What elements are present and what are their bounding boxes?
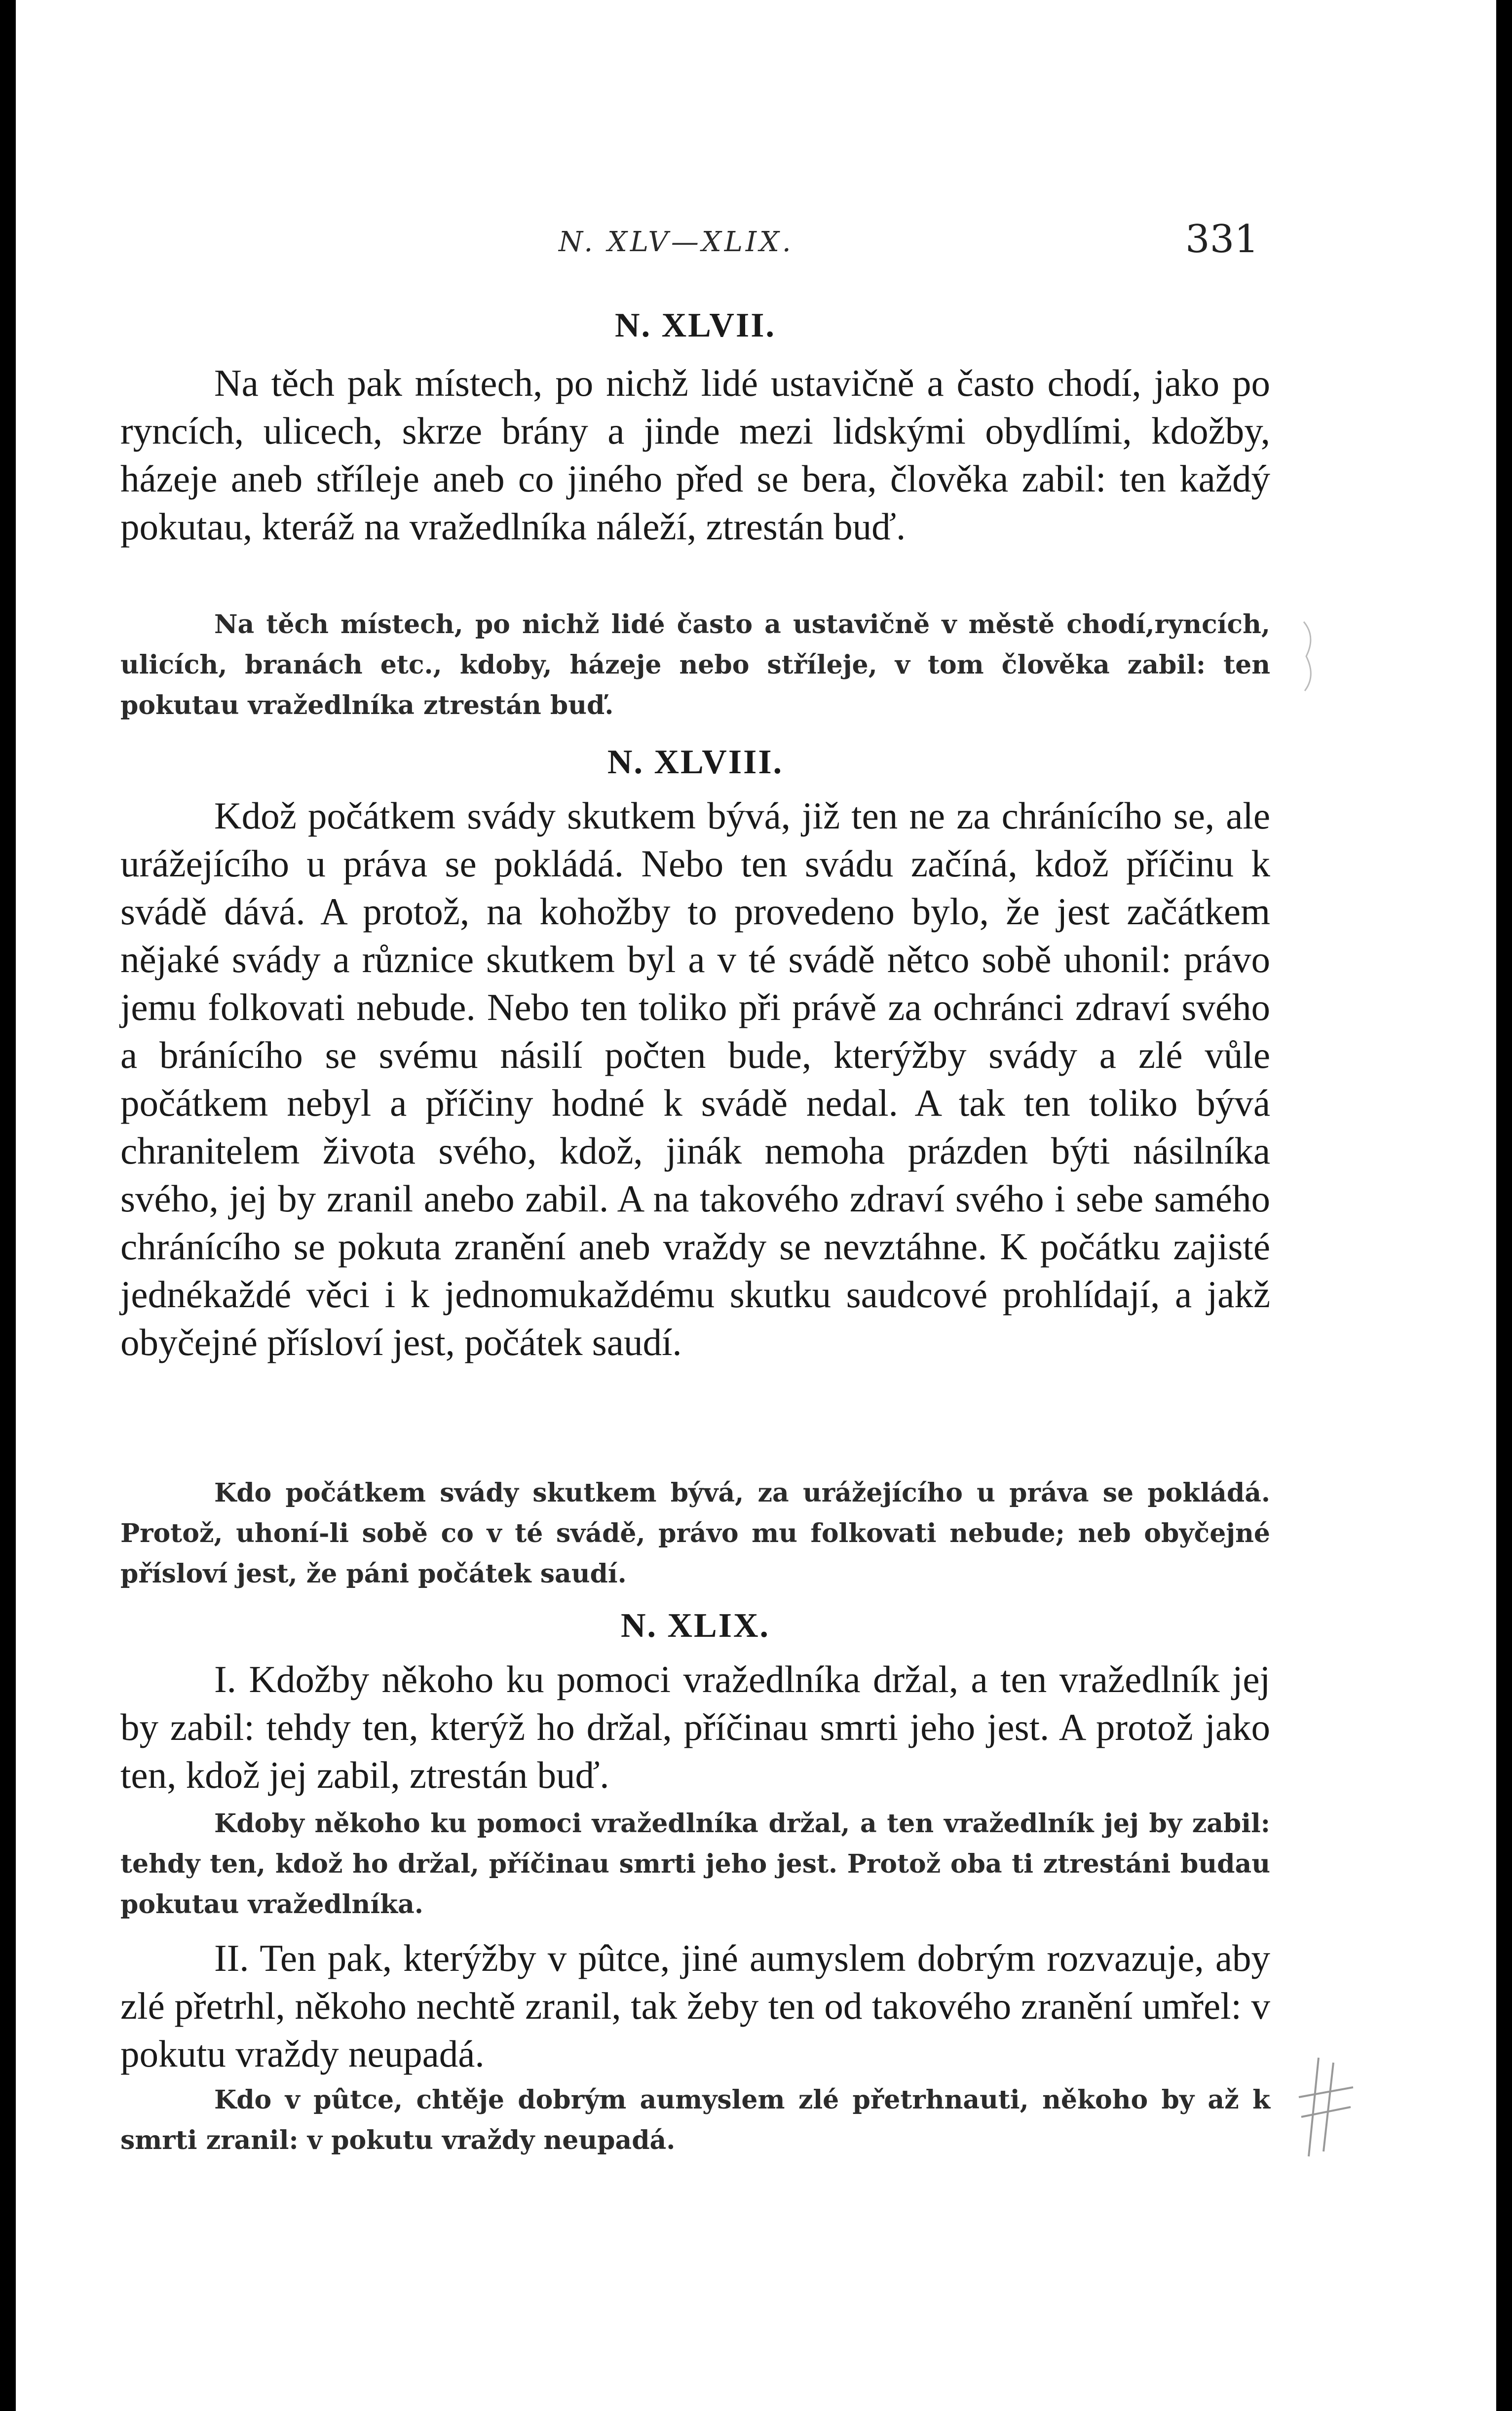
article-text: Kdož počátkem svády skutkem bývá, již ten ne za chránícího se, ale urážejícího u práva se pokládá. Nebo ten svádu začíná, kdož příčinu k svádě dává. A protož, na kohožby to provedeno bylo, že jest začátkem nějaké svády a různice skutkem byl a v té svádě nětco sobě uhonil: právo jemu folkovati nebude. Nebo ten toliko při právě za ochránci zdraví svého a bránícího se svému násilí počten bude, kterýžby svády a zlé vůle počátkem nebyl a příčiny hodné k svádě nedal. A tak ten toliko bývá chranitelem života svého, kdož, jinák nemoha prázden býti násilníka svého, jej by zranil anebo zabil. A na takového zdraví svého i sebe samého chránícího se pokuta zranění aneb vraždy se nevztáhne. K počátku zajisté jednékaždé věci i k jednomukaždému skutku saudcové prohlídají, a jakž obyčejné přísloví jest, počátek saudí.: [120, 794, 1270, 1363]
section-xlix-body-1: [120, 1656, 1270, 1799]
section-xlix-gloss-1: [120, 1804, 1270, 1925]
margin-bracket-mark: [1299, 617, 1319, 696]
section-xlviii-gloss: [120, 1473, 1270, 1594]
section-xlix-gloss-2: [120, 2080, 1270, 2161]
section-xlvii: [120, 306, 1270, 345]
gloss-summary: Na těch místech, po nichž lidé často a ustavičně v městě chodí,ryncích, ulicích, branách etc., kdoby, házeje nebo střílejе, v tom člověka zabil: ten pokutau vražedlníka ztrestán buď.: [120, 609, 1270, 720]
page-number: 331: [1185, 217, 1259, 262]
gloss-summary: Kdo v pûtce, chtěje dobrým aumyslem zlé přetrhnauti, někoho by až k smrti zranil: v pokutu vraždy neupadá.: [120, 2085, 1270, 2155]
section-xlvii-gloss: [120, 604, 1270, 726]
section-xlviii-body: [120, 792, 1270, 1366]
gloss-summary: Kdoby někoho ku pomoci vražedlníka držal, a ten vražedlník jej by zabil: tehdy ten, kdož ho držal, příčinau smrti jeho jest. Protož oba ti ztrestáni budau pokutau vražedlníka.: [120, 1808, 1270, 1920]
running-head-title: N. XLV—XLIX.: [559, 226, 794, 258]
section-heading: N. XLVII.: [615, 306, 776, 344]
section-xlviii: [120, 743, 1270, 782]
book-page: [16, 0, 1496, 2411]
section-xlvii-body: [120, 359, 1270, 551]
gloss-summary: Kdo počátkem svády skutkem bývá, za urážejícího u práva se pokládá. Protož, uhoní-li sobě co v té svádě, právo mu folkovati nebude; neb obyčejné přísloví jest, že páni počátek saudí.: [120, 1478, 1270, 1589]
margin-pencil-mark: [1289, 2053, 1358, 2161]
section-heading: N. XLIX.: [620, 1607, 770, 1645]
article-text: I. Kdožby někoho ku pomoci vražedlníka držal, a ten vražedlník jej by zabil: tehdy ten, kterýž ho držal, příčinau smrti jeho jest. A protož jako ten, kdož jej zabil, ztrestán buď.: [120, 1658, 1270, 1796]
article-text: Na těch pak místech, po nichž lidé ustavičně a často chodí, jako po ryncích, ulicech, skrze brány a jinde mezi lidskými obydlími, kdožby, házeje aneb střílejе aneb co jiného před se bera, člověka zabil: ten každý pokutau, kteráž na vražedlníka náleží, ztrestán buď.: [120, 362, 1270, 548]
article-text: II. Ten pak, kterýžby v pûtce, jiné aumyslem dobrým rozvazuje, aby zlé přetrhl, někoho nechtě zranil, tak žeby ten od takového zranění umřel: v pokutu vraždy neupadá.: [120, 1937, 1270, 2075]
running-head: [16, 217, 1496, 271]
section-heading: N. XLVIII.: [607, 743, 784, 781]
section-xlix: [120, 1606, 1270, 1646]
section-xlix-body-2: [120, 1934, 1270, 2078]
